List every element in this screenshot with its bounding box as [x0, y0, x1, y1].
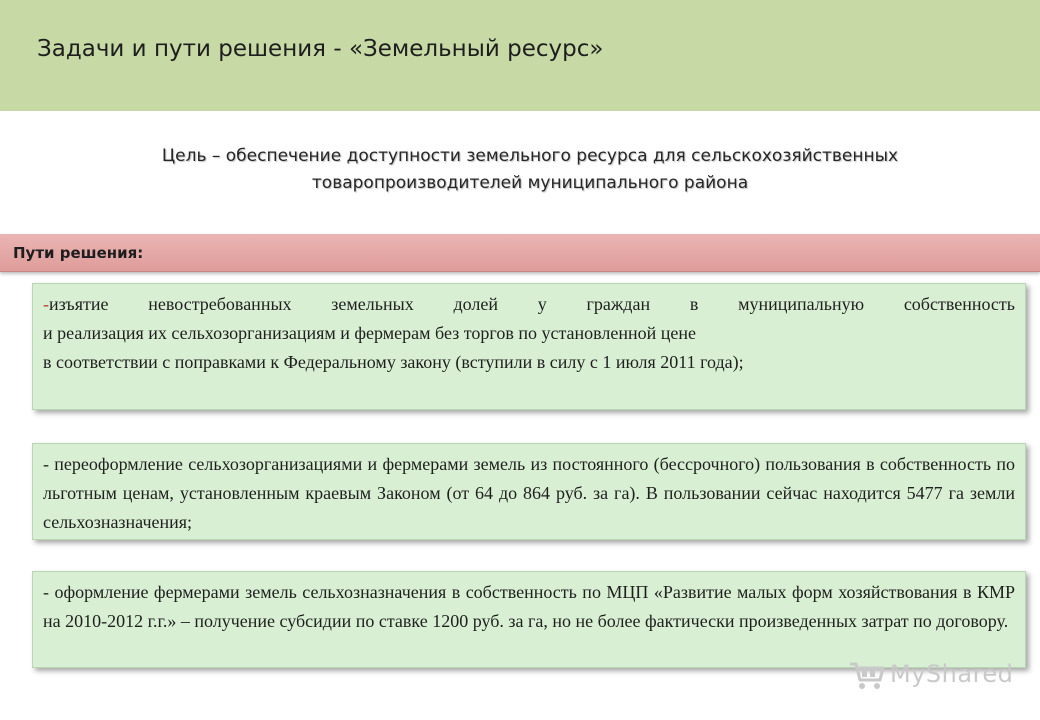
solution-1-line-2: и реализация их сельхозорганизациям и фермерам без торгов по установленной цене — [43, 323, 697, 343]
title-banner — [0, 0, 1040, 111]
solutions-header-bar — [0, 234, 1040, 272]
solutions-label: Пути решения: — [13, 244, 144, 262]
solution-box-2 — [32, 443, 1026, 540]
solution-box-1 — [32, 283, 1026, 410]
solution-2-text: - переоформление сельхозорганизациями и фермерами земель из постоянного (бессрочного) пользования в собственность по льготным ценам, установленным краевым Законом (от 64 до 864 руб. за га). В пользовании сейчас находится 5477 га земли сельхозназначения; — [43, 454, 1015, 532]
solution-1-line-1 — [43, 290, 1015, 319]
goal-line-1: Цель – обеспечение доступности земельного ресурса для сельскохозяйственных — [161, 146, 899, 166]
solution-1-line-1-text: изъятие невостребованных земельных долей у граждан в муниципальную собственность — [49, 294, 1015, 314]
solution-1-dash: - — [43, 294, 49, 314]
goal-statement — [90, 143, 970, 197]
solution-3-text: - оформление фермерами земель сельхозназначения в собственность по МЦП «Развитие малых форм хозяйствования в КМР на 2010-2012 г.г.» – получение субсидии по ставке 1200 руб. за га, но не более фактически произведенных затрат по договору. — [43, 582, 1015, 631]
solution-1-line-3: в соответствии с поправками к Федеральному закону (вступили в силу с 1 июля 2011 года); — [43, 352, 744, 372]
page-title: Задачи и пути решения - «Земельный ресурс» — [37, 36, 604, 62]
goal-line-2: товаропроизводителей муниципального района — [311, 173, 749, 193]
watermark-text: MyShared — [890, 660, 1014, 688]
solution-box-3 — [32, 571, 1026, 668]
shopping-cart-icon — [848, 658, 886, 692]
watermark — [848, 658, 1018, 694]
